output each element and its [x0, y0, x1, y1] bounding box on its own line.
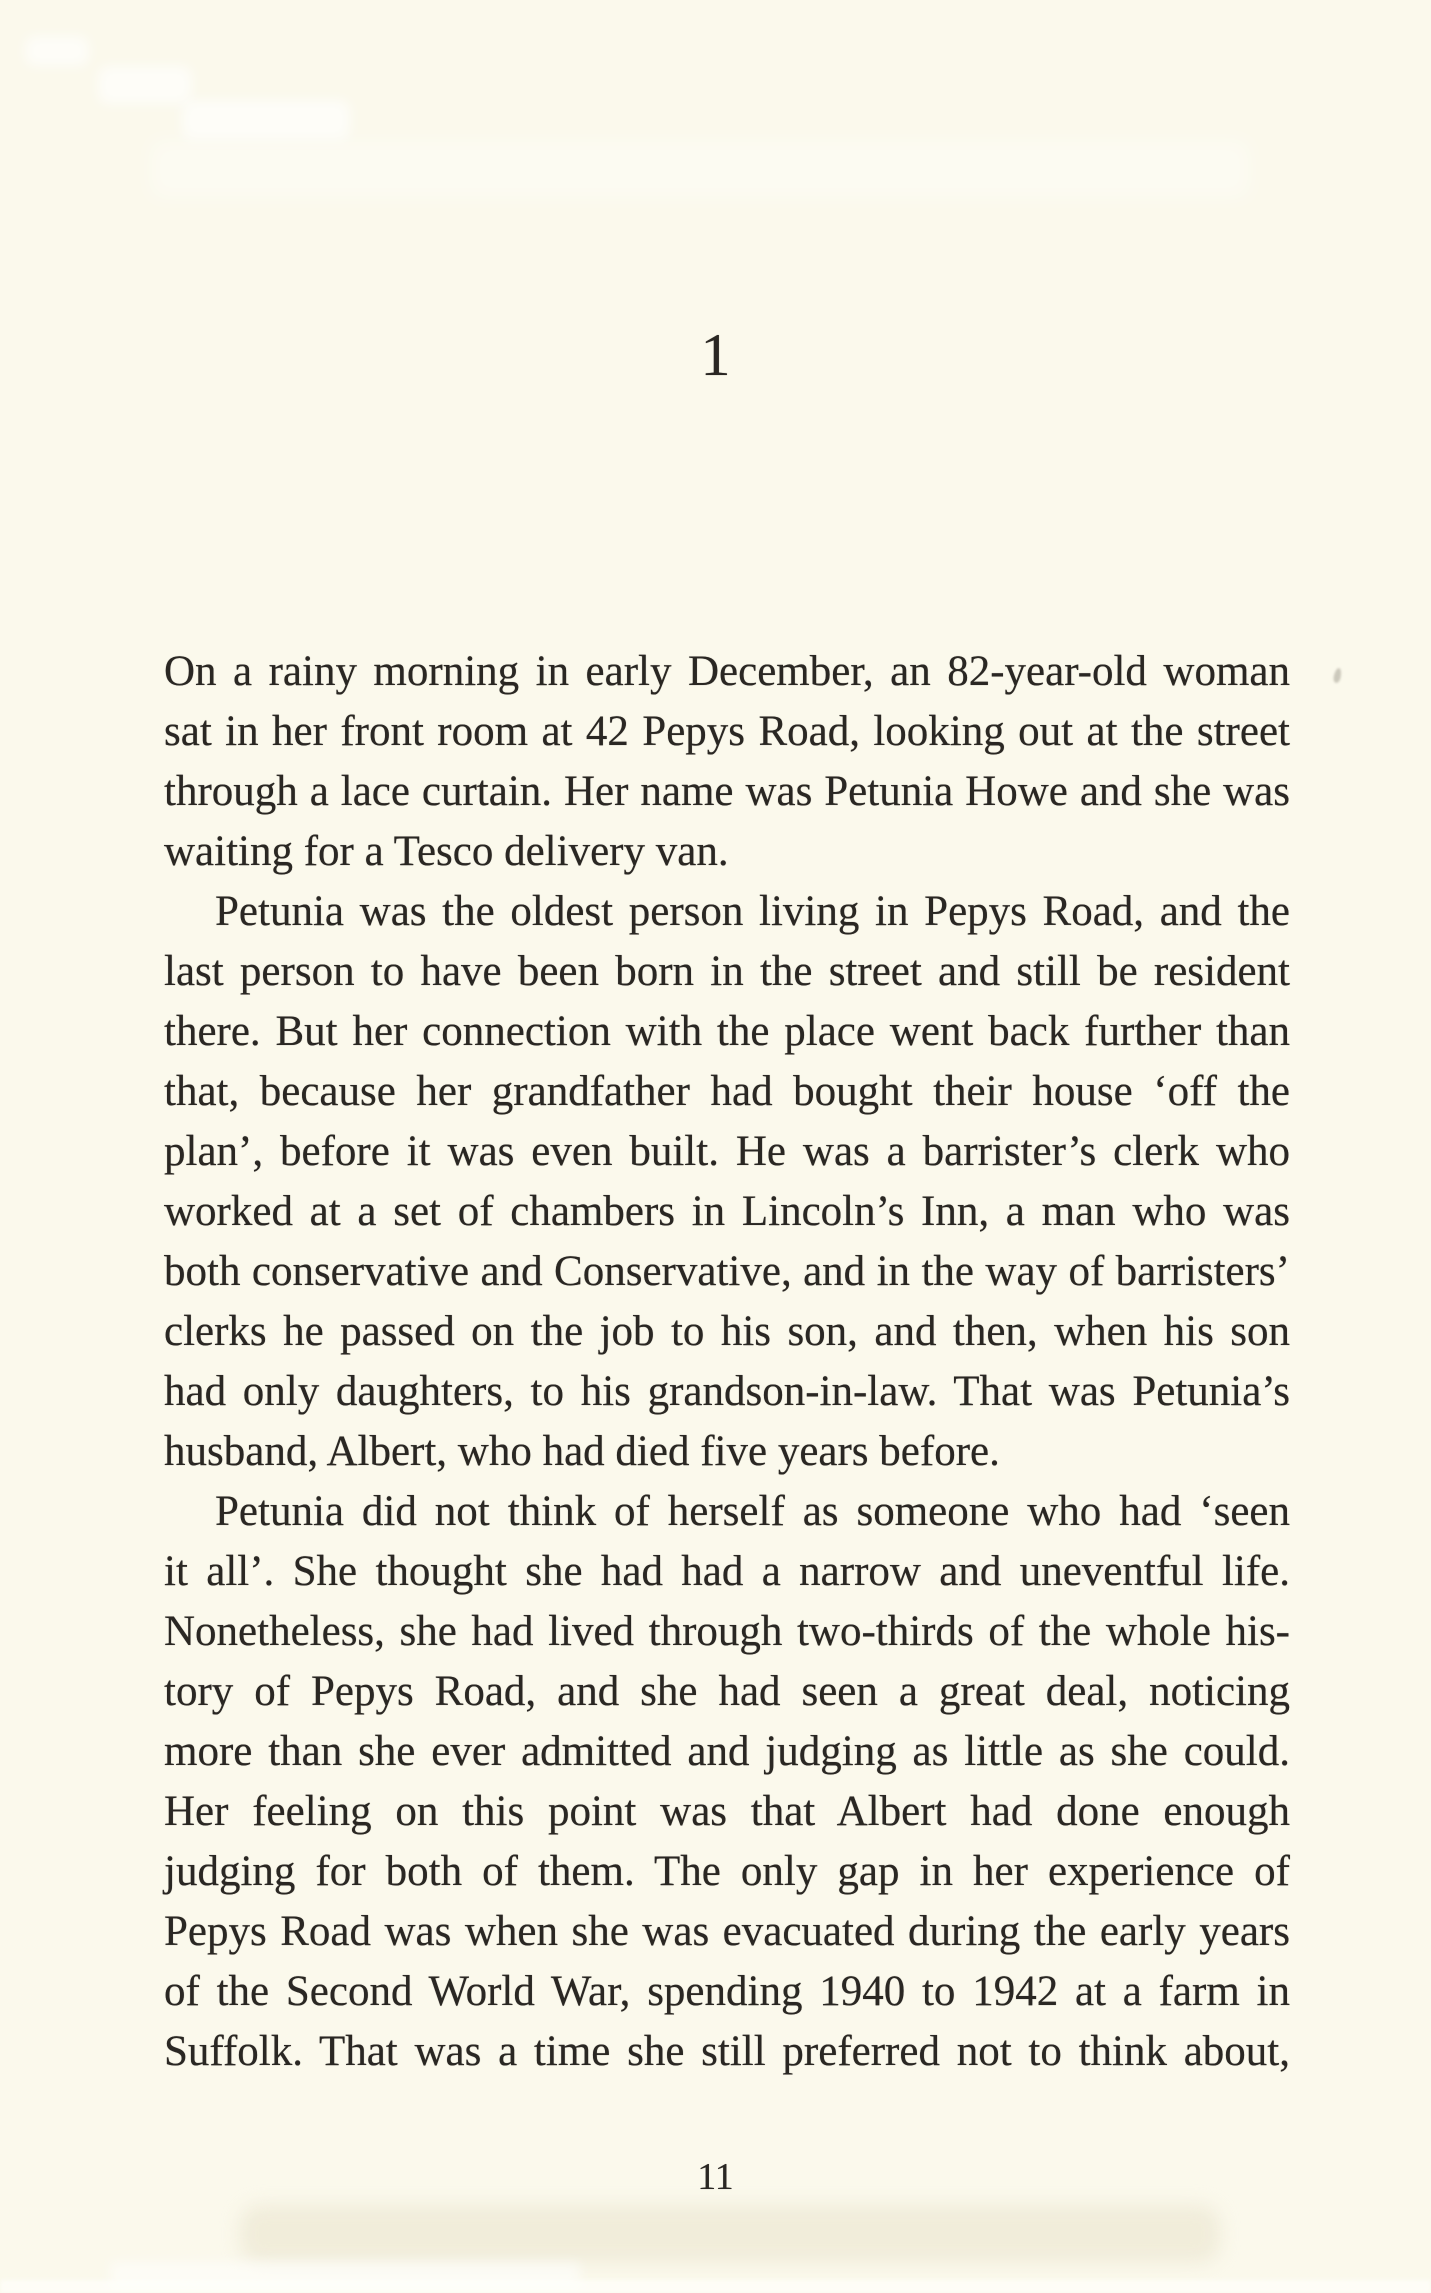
paragraph — [164, 1482, 1290, 2082]
text-line: of the Second World War, spending 1940 to 1942 at a farm in — [164, 1968, 1290, 2015]
scan-artifact — [150, 140, 1250, 198]
text-line: had only daughters, to his grandson-in-law. That was Petunia’s — [164, 1368, 1290, 1415]
text-line: clerks he passed on the job to his son, and then, when his son — [164, 1308, 1290, 1355]
text-line: On a rainy morning in early December, an 82-year-old woman — [164, 648, 1290, 695]
scan-artifact — [182, 100, 350, 140]
text-line: tory of Pepys Road, and she had seen a great deal, noticing — [164, 1668, 1290, 1715]
paragraph — [164, 882, 1290, 1482]
text-line: worked at a set of chambers in Lincoln’s Inn, a man who was — [164, 1188, 1290, 1235]
text-line: Her feeling on this point was that Albert had done enough — [164, 1788, 1290, 1835]
text-line: Suffolk. That was a time she still preferred not to think about, — [164, 2028, 1290, 2075]
text-line: that, because her grandfather had bought their house ‘off the — [164, 1068, 1290, 1115]
chapter-number: 1 — [700, 322, 731, 388]
text-line: sat in her front room at 42 Pepys Road, looking out at the street — [164, 708, 1290, 755]
text-line: it all’. She thought she had had a narrow and uneventful life. — [164, 1548, 1290, 1595]
scan-speckle — [1333, 667, 1343, 683]
text-line: husband, Albert, who had died five years before. — [164, 1428, 1000, 1475]
text-line: judging for both of them. The only gap in her experience of — [164, 1848, 1290, 1895]
text-line: Petunia did not think of herself as someone who had ‘seen — [215, 1488, 1290, 1535]
text-line: Petunia was the oldest person living in Pepys Road, and the — [215, 888, 1290, 935]
text-line: waiting for a Tesco delivery van. — [164, 828, 729, 875]
scan-artifact — [25, 36, 89, 66]
scan-artifact — [240, 2205, 1220, 2263]
text-line: Nonetheless, she had lived through two-thirds of the whole his- — [164, 1608, 1290, 1655]
page-number: 11 — [697, 2156, 734, 2198]
text-line: Pepys Road was when she was evacuated during the early years — [164, 1908, 1290, 1955]
text-line: last person to have been born in the street and still be resident — [164, 948, 1290, 995]
text-line: more than she ever admitted and judging as little as she could. — [164, 1728, 1290, 1775]
scan-artifact — [0, 2280, 1431, 2293]
text-line: both conservative and Conservative, and in the way of barristers’ — [164, 1248, 1290, 1295]
text-line: through a lace curtain. Her name was Petunia Howe and she was — [164, 768, 1290, 815]
scan-artifact — [98, 66, 192, 104]
paragraph — [164, 642, 1290, 882]
body-text-block — [164, 642, 1290, 2082]
text-line: there. But her connection with the place went back further than — [164, 1008, 1290, 1055]
text-line: plan’, before it was even built. He was a barrister’s clerk who — [164, 1128, 1290, 1175]
